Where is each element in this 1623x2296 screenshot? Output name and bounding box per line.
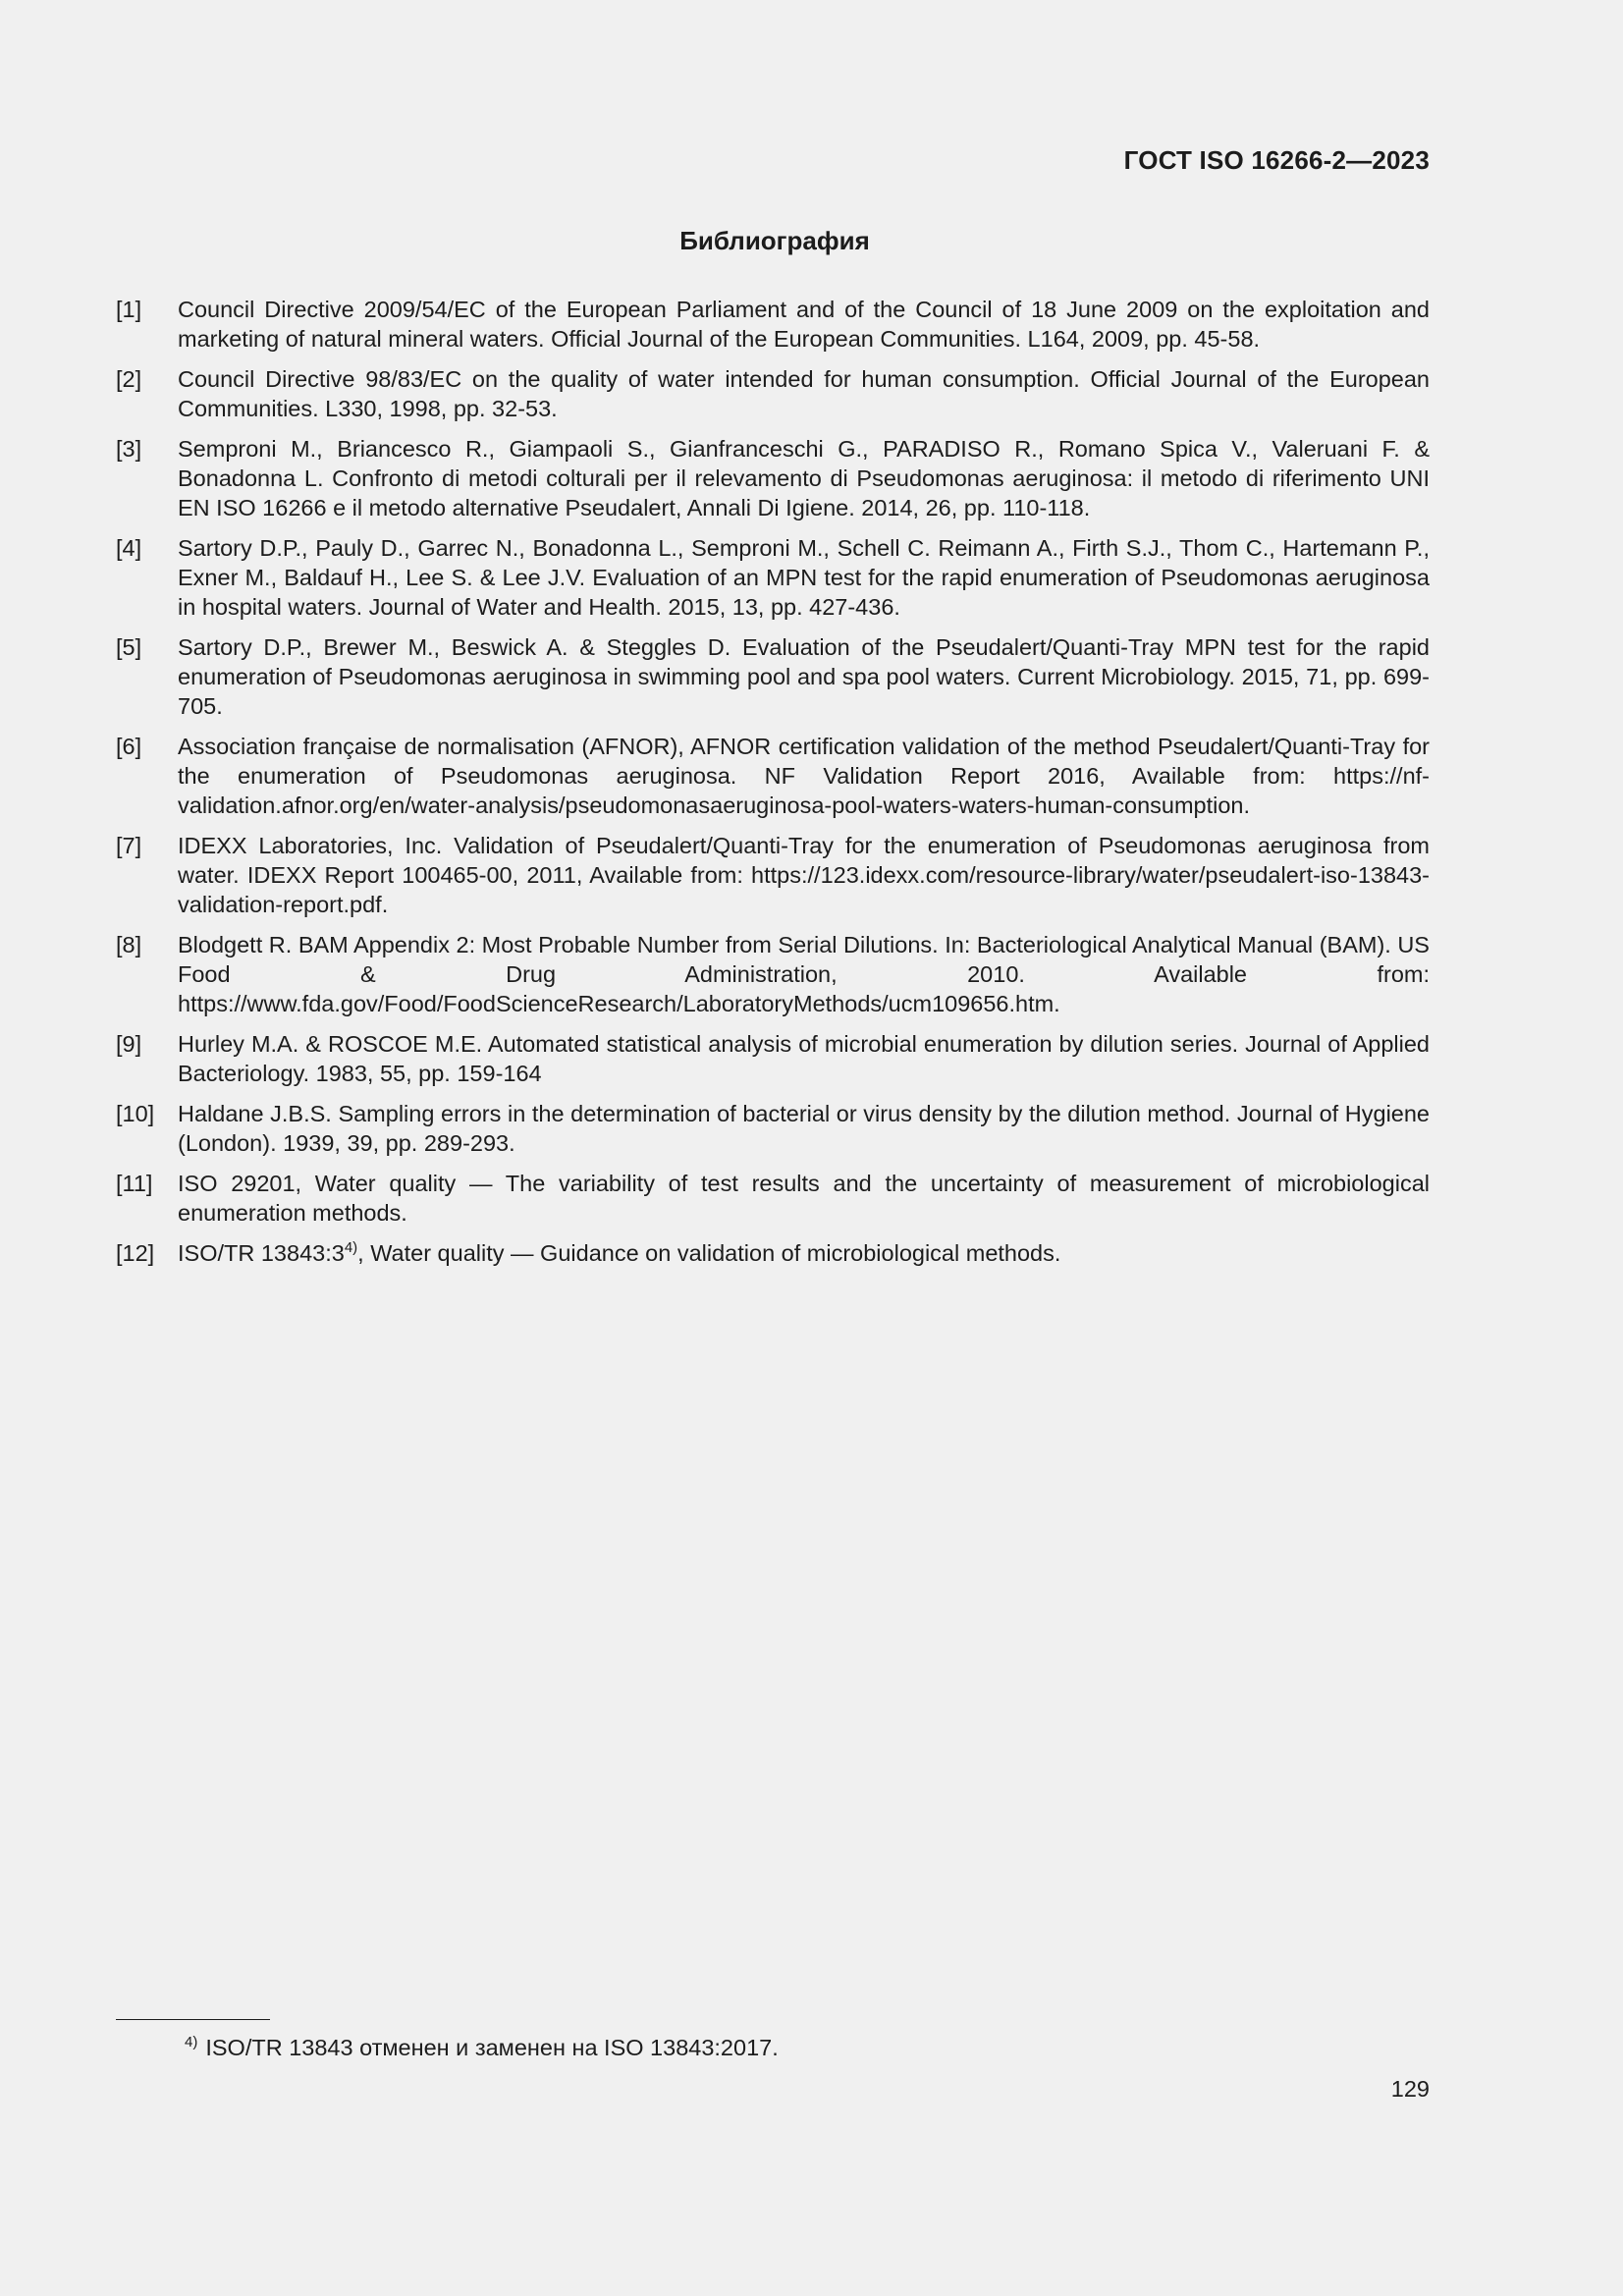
reference-number: [5] xyxy=(116,634,142,660)
reference-item xyxy=(116,831,1430,919)
footnote xyxy=(185,2033,779,2062)
reference-text: Council Directive 98/83/EC on the quality of water intended for human consumption. Official Journal of the European Communities. L330, 1998, pp. 32-53. xyxy=(178,366,1430,421)
reference-text: Semproni M., Briancesco R., Giampaoli S., Gianfranceschi G., PARADISO R., Romano Spica V., Valeruani F. & Bonadonna L. Confronto di metodi colturali per il relevamento di Pseudomonas aeruginosa: il metodo di riferimento UNI EN ISO 16266 e il metodo alternative Pseudalert, Annali Di Igiene. 2014, 26, pp. 110-118. xyxy=(178,436,1430,520)
reference-number: [6] xyxy=(116,734,142,759)
reference-number: [12] xyxy=(116,1240,155,1266)
reference-item xyxy=(116,1099,1430,1158)
reference-text: Council Directive 2009/54/EC of the European Parliament and of the Council of 18 June 2009 on the exploitation and marketing of natural mineral waters. Official Journal of the European Communities. L164, 2009, pp. 45-58. xyxy=(178,297,1430,352)
reference-text: Sartory D.P., Pauly D., Garrec N., Bonadonna L., Semproni M., Schell C. Reimann A., Firth S.J., Thom C., Hartemann P., Exner M., Baldauf H., Lee S. & Lee J.V. Evaluation of an MPN test for the rapid enumeration of Pseudomonas aeruginosa in hospital waters. Journal of Water and Health. 2015, 13, pp. 427-436. xyxy=(178,535,1430,620)
reference-text-part: ISO/TR 13843:3 xyxy=(178,1240,345,1266)
reference-item xyxy=(116,930,1430,1018)
reference-item xyxy=(116,1029,1430,1088)
reference-text: Blodgett R. BAM Appendix 2: Most Probable Number from Serial Dilutions. In: Bacteriological Analytical Manual (BAM). US Food & Drug Administration, 2010. Available from: https://www.fda.gov/Food/FoodScienceResearch/LaboratoryMethods/ucm109656.htm. xyxy=(178,932,1430,1016)
reference-text: Haldane J.B.S. Sampling errors in the determination of bacterial or virus density by the dilution method. Journal of Hygiene (London). 1939, 39, pp. 289-293. xyxy=(178,1101,1430,1156)
reference-text: IDEXX Laboratories, Inc. Validation of Pseudalert/Quanti-Tray for the enumeration of Pseudomonas aeruginosa from water. IDEXX Report 100465-00, 2011, Available from: https://123.idexx.com/resource-library/water/pseudalert-iso-13843-validation-report.pdf. xyxy=(178,833,1430,917)
reference-number: [7] xyxy=(116,833,142,858)
reference-item xyxy=(116,632,1430,721)
document-code: ГОСТ ISO 16266-2—2023 xyxy=(1123,145,1430,175)
reference-number: [4] xyxy=(116,535,142,561)
reference-text-part: , Water quality — Guidance on validation of microbiological methods. xyxy=(357,1240,1061,1266)
reference-list xyxy=(116,295,1430,1279)
page-number: 129 xyxy=(1390,2076,1430,2102)
reference-item xyxy=(116,732,1430,820)
reference-item xyxy=(116,364,1430,423)
reference-text: Hurley M.A. & ROSCOE M.E. Automated statistical analysis of microbial enumeration by dilution series. Journal of Applied Bacteriology. 1983, 55, pp. 159-164 xyxy=(178,1031,1430,1086)
reference-text: Association française de normalisation (AFNOR), AFNOR certification validation of the method Pseudalert/Quanti-Tray for the enumeration of Pseudomonas aeruginosa. NF Validation Report 2016, Available from: https://nf-validation.afnor.org/en/water-analysis/pseudomonasaeruginosa-pool-waters-waters-human-consumption. xyxy=(178,734,1430,818)
reference-item xyxy=(116,533,1430,622)
bibliography-title: Библиография xyxy=(679,226,870,255)
reference-number: [2] xyxy=(116,366,142,392)
reference-number: [3] xyxy=(116,436,142,462)
reference-number: [9] xyxy=(116,1031,142,1057)
footnote-mark: 4) xyxy=(185,2034,198,2050)
reference-number: [11] xyxy=(116,1171,153,1196)
reference-item xyxy=(116,1238,1430,1268)
footnote-text: ISO/TR 13843 отменен и заменен на ISO 13843:2017. xyxy=(205,2035,779,2060)
reference-item xyxy=(116,295,1430,354)
reference-item xyxy=(116,434,1430,522)
footnote-reference-mark: 4) xyxy=(344,1239,358,1256)
footnote-separator xyxy=(116,2019,270,2020)
reference-item xyxy=(116,1169,1430,1228)
reference-text xyxy=(178,1238,1430,1268)
reference-text: Sartory D.P., Brewer M., Beswick A. & Steggles D. Evaluation of the Pseudalert/Quanti-Tray MPN test for the rapid enumeration of Pseudomonas aeruginosa in swimming pool and spa pool waters. Current Microbiology. 2015, 71, pp. 699-705. xyxy=(178,634,1430,719)
reference-text: ISO 29201, Water quality — The variability of test results and the uncertainty of measurement of microbiological enumeration methods. xyxy=(178,1171,1430,1226)
reference-number: [1] xyxy=(116,297,142,322)
reference-number: [10] xyxy=(116,1101,155,1126)
reference-number: [8] xyxy=(116,932,142,957)
